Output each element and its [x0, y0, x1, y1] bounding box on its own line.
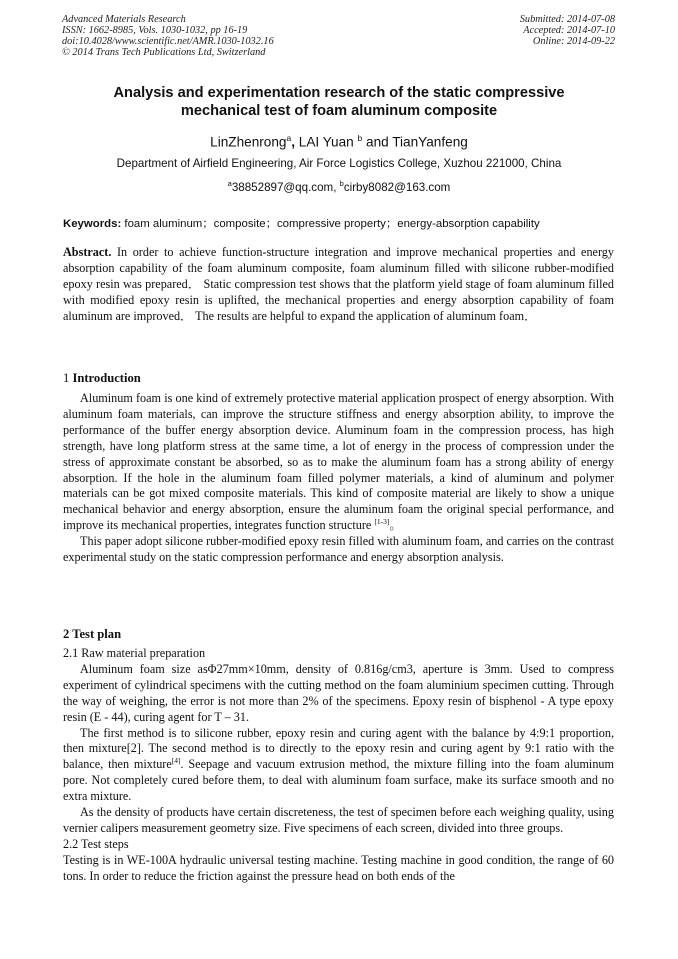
email-a-mark: a — [227, 179, 232, 188]
accepted-date: Accepted: 2014-07-10 — [523, 25, 615, 36]
intro-paragraph-1-end: 。 — [389, 518, 402, 533]
author-1-mark: a — [286, 133, 292, 143]
section-1-title: Introduction — [72, 371, 141, 385]
keywords — [63, 215, 615, 231]
materials-paragraph-3: As the density of products have certain discreteness, the test of specimen before each weighing quality, using vernier calipers measurement geometry size. Five specimens of each screen, divided into three groups. — [63, 805, 614, 835]
journal-copyright: © 2014 Trans Tech Publications Ltd, Switzerland — [62, 47, 266, 58]
title-line-2: mechanical test of foam aluminum composite — [180, 103, 498, 119]
citation-ref: [4] — [171, 756, 181, 766]
journal-issn: ISSN: 1662-8985, Vols. 1030-1032, pp 16-19 — [62, 25, 248, 36]
author-2-mark: b — [357, 133, 363, 143]
section-1-number: 1 — [63, 371, 73, 385]
section-2-heading — [63, 627, 121, 642]
affiliation: Department of Airfield Engineering, Air Force Logistics College, Xuzhou 221000, China — [116, 157, 562, 170]
author-separator: , — [291, 134, 299, 150]
materials-paragraph-2 — [63, 726, 614, 806]
keywords-label: Keywords: — [63, 218, 122, 230]
online-date: Online: 2014-09-22 — [532, 36, 615, 47]
test-steps-paragraph: Testing is in WE-100A hydraulic universal testing machine. Testing machine in good condition, the range of 60 tons. In order to reduce the friction against the pressure head on both ends of the — [63, 852, 614, 883]
author-1: LinZhenrong — [210, 134, 287, 150]
submitted-date: Submitted: 2014-07-08 — [519, 14, 615, 25]
abstract-label: Abstract. — [63, 245, 112, 259]
journal-doi[interactable]: doi:10.4028/www.scientific.net/AMR.1030-1032.16 — [62, 36, 274, 47]
author-list — [62, 133, 616, 150]
author-3: and TianYanfeng — [362, 134, 468, 150]
journal-name: Advanced Materials Research — [62, 14, 186, 25]
intro-paragraph-2: This paper adopt silicone rubber-modified epoxy resin filled with aluminum foam, and carries on the contrast experimental study on the static compression performance and energy absorption analysis. — [63, 534, 614, 565]
publication-dates — [520, 14, 615, 47]
paper-title — [62, 84, 616, 120]
email-b[interactable]: cirby8082@163.com — [343, 180, 451, 194]
materials-paragraph-2-text: The first method is to silicone rubber, epoxy resin and curing agent with the balance by 4:9:1 proportion, then mixture[2]. The second method is to directly to the epoxy resin and curing agent by 9:1 ratio with the balance, then mixture — [63, 725, 614, 772]
section-1-body — [63, 391, 614, 566]
intro-paragraph-1-text: Aluminum foam is one kind of extremely protective material application prospect of energy absorption. With aluminum foam materials, can improve the structure stiffness and energy absorption ability, to improve the performance of the buffer energy absorption device. Aluminum foam in the compression process, has high strength, have long platform stress at the same time, a lot of energy in the process of compression under the stress of approximate constant be absorbed, so as to make the aluminum foam has a strong ability of energy absorption. If the hole in the aluminum foam filled polymer materials, a kind of aluminum and polymer materials can be got mixed composite materials. This kind of composite material are likely to show a unique mechanical behavior and energy absorption, ensure the aluminum foam the original special performance, and improve its mechanical properties, integrates function structure — [63, 391, 614, 533]
keywords-text: foam aluminum；composite；compressive property；energy-absorption capability — [121, 218, 540, 230]
subsection-2-1-heading: 2.1 Raw material preparation — [63, 646, 206, 660]
materials-paragraph-1: Aluminum foam size asΦ27mm×10mm, density of 0.816g/cm3, aperture is 3mm. Used to compress experiment of cylindrical specimens with the cutting method on the foam aluminium specimen cutting. Through the way of weighing, the error is not more than 2% of the specimens. Epoxy resin of bisphenol - A type epoxy resin (E - 44), curing agent for T – 31. — [63, 661, 614, 724]
email-b-mark: b — [339, 179, 344, 188]
section-2-body — [63, 646, 614, 885]
section-2-title: 2 Test plan — [63, 627, 122, 641]
author-emails — [62, 179, 616, 194]
abstract-text: In order to achieve function-structure integration and improve mechanical properties and energy absorption capability of the foam aluminum composite, foam aluminum filled with silicone rubber-modified epoxy resin was prepared． Static compression test shows that the platform yield stage of foam aluminum filled with modified epoxy resin is uplifted, the mechanical properties and energy absorption capability of foam aluminum are improved． The results are helpful to expand the application of aluminum foam． — [63, 245, 614, 323]
intro-paragraph-1 — [63, 391, 614, 534]
email-a[interactable]: 38852897@qq.com, — [231, 180, 340, 194]
title-line-1: Analysis and experimentation research of the static compressive — [113, 85, 565, 101]
citation-ref: [1-3] — [374, 517, 390, 527]
section-1-heading — [63, 371, 141, 386]
author-2: LAI Yuan — [298, 134, 358, 150]
materials-paragraph-2-rest: . Seepage and vacuum extrusion method, the mixture filling into the foam aluminum pore. Not completely cured before them, to deal with aluminum foam surface, make its surface smooth and no extra mixture. — [63, 757, 614, 804]
subsection-2-2-heading: 2.2 Test steps — [63, 836, 129, 851]
abstract — [63, 245, 614, 325]
journal-header — [62, 14, 274, 58]
